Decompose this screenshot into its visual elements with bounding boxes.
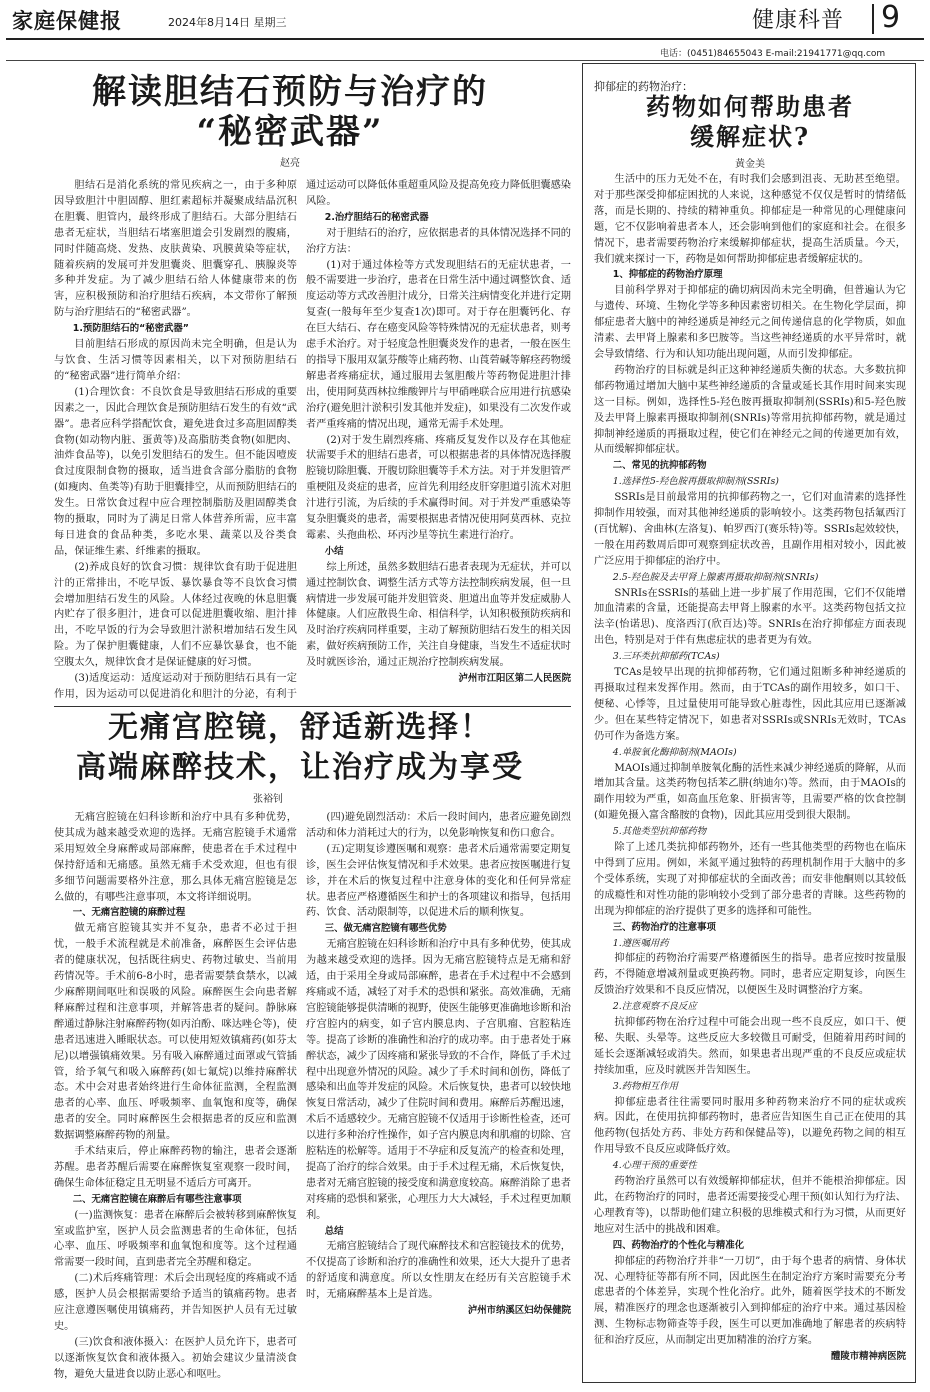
paragraph: TCAs是较早出现的抗抑郁药物，它们通过阻断多种神经递质的再摄取过程来发挥作用。然而，由于TCAs的副作用较多，如口干、便秘、心悸等，且过量使用可能导致心脏毒性，因此其应用已逐渐减少。但在某些特定情况下，如患者对SSRIs或SNRIs无效时，TCAs仍可作为备选方案。: [594, 667, 906, 742]
paragraph: 抑郁症患者往往需要同时服用多种药物来治疗不同的症状或疾病。因此，在使用抗抑郁药物时，患者应告知医生自己正在使用的其他药物(包括处方药、非处方药和保健品等)，以避免药物之间的相互作用导致不良反应或降低疗效。: [594, 1096, 906, 1156]
paragraph: 除了上述几类抗抑郁药物外，还有一些其他类型的药物也在临床中得到了应用。例如，米氮平通过独特的药理机制作用于大脑中的多个受体系统，实现了对抑郁症状的全面改善；而安非他酮则以其较低的成瘾性和对性功能的影响较小受到了部分患者的青睐。这些药物的出现为抑郁症的治疗提供了更多的选择和可能性。: [594, 842, 906, 917]
paragraph: (1)合理饮食：不良饮食是导致胆结石形成的重要因素之一，因此合理饮食是预防胆结石发生的有效“武器”。患者应科学搭配饮食，避免进食过多高胆固醇类食物(如动物内脏、蛋黄等)及高脂肪类食物(如肥肉、油炸食品等)，以免引发胆结石的发生。但不能因噎废食过度限制食物的摄取，适当进食含部分脂肪的食物(如瘦肉、鱼类等)有助于胆囊排空，从而预防胆结石的发生。日常饮食过程中应合理控制脂肪及胆固醇类食物的摄取，同时为了满足日常人体营养所需，应丰富每日进食的食品种类，多吃水果、蔬菜以及谷类食品，保证维生素、纤维素的摄取。: [54, 386, 297, 557]
section-heading: 2.治疗胆结石的秘密武器: [324, 211, 429, 223]
article1-title-line1: 解读胆结石预防与治疗的: [92, 72, 488, 112]
section-heading: 三、药物治疗的注意事项: [612, 921, 716, 933]
paragraph: (三)饮食和液体摄入：在医护人员允许下，患者可以逐渐恢复饮食和液体摄入。初始会建议少量清淡食物，避免大量进食以防止恶心和呕吐。: [54, 1336, 297, 1380]
source-credit: 醴陵市精神病医院: [830, 1351, 906, 1363]
paragraph: 综上所述，虽然多数胆结石患者表现为无症状，并可以通过控制饮食、调整生活方式等方法控制疾病发展，但一旦病情进一步发展可能并发胆管炎、胆道出血等并发症威胁人体健康。人们应散畏生命、相信科学，认知积极预防疾病和及时治疗疾病同样重要，主动了解预防胆结石发生的相关因素，做好疾病预防工作，关注自身健康，当发生不适症状时及时就医诊治，通过正规治疗控制疾病发展。: [306, 561, 571, 669]
section-heading: 二、常见的抗抑郁药物: [612, 460, 707, 472]
issue-date: 2024年8月14日 星期三: [168, 16, 287, 29]
section-heading: 四、药物治疗的个性化与精准化: [612, 1239, 745, 1251]
paragraph: (2)对于发生剧烈疼痛、疼痛反复发作以及存在其他症状需要手术的胆结石患者，可以根据患者的具体情况选择腹腔镜切除胆囊、开腹切除胆囊等手术方法。对于并发胆管严重梗阻及炎症的患者，应首先利用经皮肝穿胆道引流术对胆汁进行引流，为后续的手术赢得时间。对于并发严重感染等复杂胆囊炎的患者，需要根据患者情况使用阿莫西林、克拉霉素、头孢曲松、环丙沙星等抗生素进行治疗。: [306, 434, 571, 541]
paragraph: SNRIs在SSRIs的基础上进一步扩展了作用范围，它们不仅能增加血清素的含量，还能提高去甲肾上腺素的水平。这类药物包括文拉法辛(怡诺思)、度洛西汀(欣百达)等。SNRIs在治疗抑郁症方面表现出色，特别是对于伴有焦虑症状的患者更为有效。: [594, 587, 906, 647]
paragraph: (五)定期复诊遵医嘱和观察：患者术后通常需要定期复诊，医生会评估恢复情况和手术效果。患者应按医嘱进行复诊，并在术后的恢复过程中注意身体的变化和任何异常症状。患者应严格遵循医生和护士的各项建议和指导，包括用药、饮食、活动限制等，以促进术后的顺利恢复。: [306, 843, 571, 919]
paragraph: 目前科学界对于抑郁症的确切病因尚未完全明确，但普遍认为它与遗传、环境、生物化学等多种因素密切相关。在生物化学层面，抑郁症患者大脑中的神经递质是神经元之间传递信息的化学物质，如血清素、去甲肾上腺素和多巴胺等。当这些神经递质的水平异常时，就会导致情绪、行为和认知功能出现问题，从而引发抑郁症。: [594, 285, 906, 360]
article-divider: [54, 706, 571, 707]
article2-title-line2: 高端麻醉技术，让治疗成为享受: [76, 750, 524, 785]
paragraph: 药物治疗的目标就是纠正这种神经递质失衡的状态。大多数抗抑郁药物通过增加大脑中某些神经递质的含量或延长其作用时间来实现这一目标。例如，选择性5-羟色胺再摄取抑制剂(SSRIs)和5-羟色胺及去甲肾上腺素再摄取抑制剂(SNRIs)等常用抗抑郁药物，就是通过抑制神经递质的再摄取过程，使它们在神经元之间的传递更加有效，从而缓解抑郁症状。: [594, 364, 906, 456]
sub-heading: 4.单胺氧化酶抑制剂(MAOIs): [612, 746, 737, 758]
sub-heading: 2.注意观察不良反应: [612, 1001, 697, 1013]
paragraph: (1)对于通过体检等方式发现胆结石的无症状患者，一般不需要进一步治疗，患者在日常生活中通过调整饮食、适度运动等方式改善胆汁成分，日常关注病情变化并进行定期复查(一般每年至少复查1次)即可。对于存在胆囊钙化、存在巨大结石、存在癌变风险等特殊情况的无症状患者，则考虑手术治疗。对于轻度急性胆囊炎发作的患者，一般在医生的指导下服用双氯芬酸等止痛药物、山莨菪碱等解痉药物缓解患者疼痛症状，通过服用去氢胆酸片等药物促进胆汁排出，使用阿莫西林拉维酸钾片与甲硝唑联合应用进行抗感染治疗(避免胆汁淤积引发其他并发症)，如果没有二次发作或者严重疼痛的情况出现，通常无需手术处理。: [306, 259, 571, 430]
paragraph: 药物治疗虽然可以有效缓解抑郁症状，但并不能根治抑郁症。因此，在药物治疗的同时，患者还需要接受心理干预(如认知行为疗法、心理教育等)，以帮助他们建立积极的思维模式和行为习惯，从而更好地应对生活中的挑战和困难。: [594, 1176, 906, 1235]
contact-line: 电话：(0451)84655043 E-mail:21941771@qq.com: [660, 49, 886, 59]
source-credit: 泸州市江阳区第二人民医院: [458, 673, 571, 685]
paragraph: 抑郁症的药物治疗并非“一刀切”，由于每个患者的病情、身体状况、心理特征等都有所不同，因此医生在制定治疗方案时需要充分考虑患者的个体差异，实现个性化治疗。此外，随着医学技术的不断发展，精准医疗的理念也逐渐被引入到抑郁症的治疗中来。通过基因检测、生物标志物筛查等手段，医生可以更加准确地了解患者的疾病特征和治疗反应，从而制定出更加精准的治疗方案。: [594, 1255, 906, 1347]
source-credit: 泸州市纳溪区妇幼保健院: [467, 1305, 571, 1317]
masthead-divider: [872, 4, 874, 34]
newspaper-title: 家庭保健报: [12, 8, 122, 33]
article1-byline: 赵亮: [280, 158, 300, 169]
paragraph: 无痛宫腔镜在妇科诊断和治疗中具有多种优势，使其成为越来越受欢迎的选择。无痛宫腔镜手术通常采用短效全身麻醉或局部麻醉，使患者在手术过程中保持舒适和无痛感。虽然无痛手术受欢迎，但也有很多细节问题需要格外注意，那么具体无痛宫腔镜是怎么做的，有哪些注意事项，本文将详细说明。: [54, 812, 297, 903]
sub-heading: 5.其他类型抗抑郁药物: [612, 826, 707, 838]
article3-title-line1: 药物如何帮助患者: [646, 92, 854, 121]
paragraph: (一)监测恢复：患者在麻醉后会被转移到麻醉恢复室或监护室，医护人员会监测患者的生命体征，包括心率、血压、呼吸频率和血氧饱和度等。这个过程通常需要一段时间，直到患者完全苏醒和稳定。: [54, 1209, 297, 1269]
article3-byline: 黄金美: [735, 159, 765, 170]
article2-column2: [306, 810, 571, 1380]
paragraph: MAOIs通过抑制单胺氧化酶的活性来减少神经递质的降解，从而增加其含量。这类药物包括苯乙肼(纳迪尔)等。然而，由于MAOIs的副作用较为严重，如高血压危象、肝损害等，且需要严格的饮食控制(如避免摄入富含酪胺的食物)，因此其应用受到很大限制。: [594, 762, 906, 822]
article1-column1: [54, 178, 297, 701]
paragraph: 无痛宫腔镜结合了现代麻醉技术和宫腔镜技术的优势，不仅提高了诊断和治疗的准确性和效果，还大大提升了患者的舒适度和满意度。所以女性朋友在经历有关宫腔镜手术时，无痛麻醉基本上是首选。: [306, 1241, 571, 1301]
article1-title-line2: “秘密武器”: [196, 112, 384, 152]
paragraph: 生活中的压力无处不在，有时我们会感到沮丧、无助甚至绝望。对于那些深受抑郁症困扰的人来说，这种感觉不仅仅是暂时的情绪低落，而是长期的、持续的精神重负。抑郁症是一种常见的心理健康问题，它不仅影响着患者本人，还会影响到他们的家庭和社会。在很多情况下，患者需要药物治疗来缓解抑郁症状，提高生活质量。今天，我们就来探讨一下，药物是如何帮助抑郁症患者缓解症状的。: [594, 174, 906, 265]
article3-body: [594, 172, 906, 1377]
paragraph: 通过运动可以降低体重超重风险及提高免疫力降低胆囊感染风险。: [306, 180, 571, 207]
paragraph: 目前胆结石形成的原因尚未完全明确，但是认为与饮食、生活习惯等因素相关，以下对预防胆结石的“秘密武器”进行简单介绍：: [54, 339, 297, 382]
paragraph: (二)术后疼痛管理：术后会出现轻度的疼痛或不适感，医护人员会根据需要给予适当的镇痛药物。患者应注意遵医嘱使用镇痛药，并告知医护人员有无过敏史。: [54, 1273, 297, 1332]
article1-column2: [306, 178, 571, 701]
article3-title-line2: 缓解症状?: [689, 122, 811, 151]
article3-kicker: 抑郁症的药物治疗：: [594, 80, 693, 93]
paragraph: 做无痛宫腔镜其实并不复杂，患者不必过于担忧，一般手术流程就是术前准备，麻醉医生会评估患者的健康状况，包括既往病史、药物过敏史、当前用药情况等。手术前6-8小时，患者需要禁食禁水，以减少麻醉期间呕吐和误吸的风险。麻醉医生会向患者解释麻醉过程和注意事项，并解答患者的疑问。静脉麻醉通过静脉注射麻醉药物(如丙泊酚、咪达唑仑等)，使患者迅速进入睡眠状态。可以使用短效镇痛药(如芬太尼)以增强镇痛效果。另有吸入麻醉通过面罩或气管插管，给予氧气和吸入麻醉药(如七氟烷)以维持麻醉状态。术中会对患者始终进行生命体征监测，全程监测患者的心率、血压、呼吸频率、血氧饱和度等，确保患者的安全。同时麻醉医生会根据患者的反应和监测数据调整麻醉药物的剂量。: [54, 923, 297, 1142]
page-number: 9: [881, 0, 901, 35]
paragraph: 抗抑郁药物在治疗过程中可能会出现一些不良反应，如口干、便秘、失眠、头晕等。这些反应大多较微且可耐受，但随着用药时间的延长会逐渐减轻或消失。然而，如果患者出现严重的不良反应或症状持续加重，应及时就医并告知医生。: [594, 1017, 906, 1076]
paragraph: SSRIs是目前最常用的抗抑郁药物之一，它们对血清素的选择性抑制作用较强，而对其他神经递质的影响较小。这类药物包括氟西汀(百忧解)、舍曲林(左洛复)、帕罗西汀(赛乐特)等。SSRIs起效较快，一般在用药数周后即可观察到症状改善，且副作用相对较小，因此被广泛应用于抑郁症的治疗中。: [594, 492, 906, 567]
article2-column1: [54, 810, 297, 1380]
article2-byline: 张裕钊: [253, 794, 283, 805]
sub-heading: 3.三环类抗抑郁药(TCAs): [612, 651, 720, 663]
paragraph: (2)养成良好的饮食习惯：规律饮食有助于促进胆汁的正常排出，不吃早饭、暴饮暴食等不良饮食习惯会增加胆结石发生的风险。人体经过夜晚的休息胆囊内贮存了很多胆汁，进食可以促进胆囊收缩、胆汁排出，不吃早饭的行为会导致胆汁淤积增加结石发生风险。为了保护胆囊健康，人们不应暴饮暴食，也不能空腹太久，规律饮食才是保证健康的好习惯。: [54, 561, 297, 669]
paragraph: 对于胆结石的治疗，应依据患者的具体情况选择不同的治疗方法：: [306, 227, 571, 255]
sub-heading: 4.心理干预的重要性: [612, 1160, 697, 1172]
section-heading: 总结: [324, 1225, 344, 1237]
section-heading: 三、做无痛宫腔镜有哪些优势: [324, 923, 447, 935]
paragraph: 手术结束后，停止麻醉药物的输注，患者会逐渐苏醒。患者苏醒后需要在麻醉恢复室观察一段时间，确保生命体征稳定且无明显不适后方可离开。: [54, 1146, 297, 1189]
paragraph: 抑郁症的药物治疗需要严格遵循医生的指导。患者应按时按量服药，不得随意增减剂量或更换药物。同时，患者应定期复诊，向医生反馈治疗效果和不良反应情况，以便医生及时调整治疗方案。: [594, 953, 906, 997]
top-rule: [6, 38, 924, 40]
section-heading: 一、无痛宫腔镜的麻醉过程: [72, 907, 186, 919]
section-heading: 1、抑郁症的药物治疗原理: [612, 269, 723, 281]
paragraph: (四)避免剧烈活动：术后一段时间内，患者应避免剧烈活动和体力消耗过大的行为，以免影响恢复和伤口愈合。: [306, 812, 571, 839]
article2-title-line1: 无痛宫腔镜，舒适新选择！: [108, 710, 492, 745]
sub-heading: 1.选择性5-羟色胺再摄取抑制剂(SSRIs): [612, 476, 779, 488]
header-rule: [6, 60, 924, 61]
paragraph: 无痛宫腔镜在妇科诊断和治疗中具有多种优势，使其成为越来越受欢迎的选择。因为无痛宫腔镜特点是无痛和舒适，由于采用全身或局部麻醉，患者在手术过程中不会感到疼痛或不适，减轻了对手术的恐惧和紧张。高效准确，无痛宫腔镜能够提供清晰的视野，使医生能够更准确地诊断和治疗宫腔内的病变，如子宫内膜息肉、子宫肌瘤、宫腔粘连等。提高了诊断的准确性和治疗的成功率。由于患者处于麻醉状态，减少了因疼痛和紧张导致的不合作，降低了手术过程中出现意外情况的风险。减少了手术时间和创伤，降低了感染和出血等并发症的风险。术后恢复快，患者可以较快地恢复日常活动，减少了住院时间和费用。麻醉后苏醒迅速，术后不适感较少。无痛宫腔镜不仅适用于诊断性检查，还可以进行多种治疗性操作，如子宫内膜息肉和肌瘤的切除、宫腔粘连的松解等。适用于不孕症和反复流产的检查和处理，提高了治疗的综合效果。由于手术过程无痛，术后恢复快，患者对无痛宫腔镜的接受度和满意度较高。麻醉消除了患者对疼痛的恐惧和紧张，心理压力大大减轻，手术过程更加顺利。: [306, 939, 571, 1221]
paragraph: 胆结石是消化系统的常见疾病之一，由于多种原因导致胆汁中胆固醇、胆红素超标并凝聚成结晶沉积在胆囊、胆管内，最终形成了胆结石。大部分胆结石患者无症状，当胆结石堵塞胆道会引发剧烈的腹痛，同时伴随高烧、发热、皮肤黄染、巩膜黄染等症状，随着疾病的发展可并发胆囊炎、胆囊穿孔、胰腺炎等多种并发症。为了减少胆结石给人体健康带来的伤害，应积极预防和治疗胆结石疾病，本文带你了解预防与治疗胆结石的“秘密武器”。: [54, 180, 297, 319]
section-heading: 二、无痛宫腔镜在麻醉后有哪些注意事项: [72, 1193, 242, 1205]
section-heading: 小结: [324, 545, 344, 557]
sub-heading: 3.药物相互作用: [612, 1080, 678, 1092]
sub-heading: 2.5-羟色胺及去甲肾上腺素再摄取抑制剂(SNRIs): [612, 571, 819, 583]
paragraph: (3)适度运动：适度运动对于预防胆结石具有一定作用，因为运动可以促进消化和胆汁的分泌，有利于: [54, 673, 297, 700]
section-name: 健康科普: [752, 8, 845, 33]
sub-heading: 1.遵医嘱用药: [612, 937, 669, 949]
section-heading: 1.预防胆结石的“秘密武器”: [72, 323, 189, 335]
